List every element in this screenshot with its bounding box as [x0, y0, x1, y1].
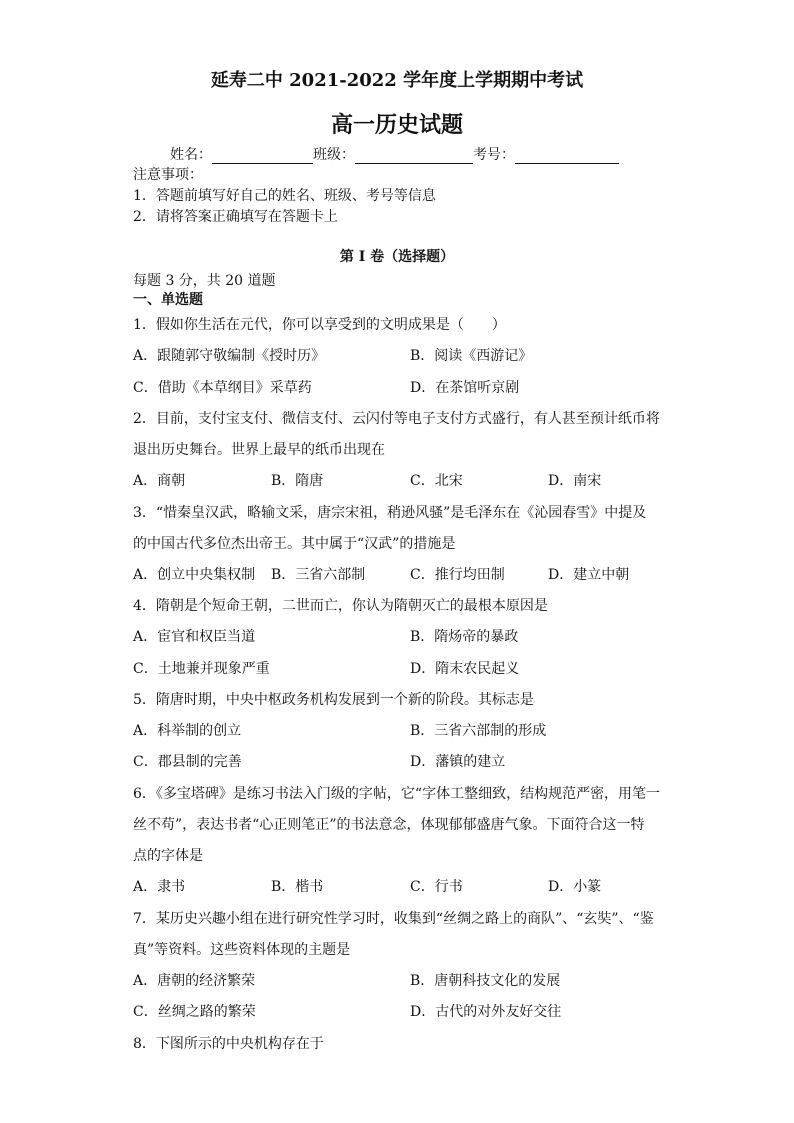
q7-option-a[interactable]: A．唐朝的经济繁荣 [133, 973, 256, 989]
q3-option-d[interactable]: D．建立中朝 [548, 567, 630, 583]
note-item: 2．请将答案正确填写在答题卡上 [133, 209, 338, 225]
name-label: 姓名： [170, 147, 212, 163]
number-label: 考号： [473, 147, 515, 163]
q6-option-b[interactable]: B．楷书 [271, 879, 324, 895]
q6-option-a[interactable]: A．隶书 [133, 879, 186, 895]
question-6-text: 点的字体是 [133, 848, 203, 864]
question-3-text: 的中国古代多位杰出帝王。其中属于“汉武”的措施是 [133, 536, 456, 552]
school-title: 延寿二中 2021-2022 学年度上学期期中考试 [210, 70, 584, 91]
note-item: 1．答题前填写好自己的姓名、班级、考号等信息 [133, 188, 436, 204]
q5-option-b[interactable]: B．三省六部制的形成 [410, 723, 547, 739]
question-4-text: 4．隋朝是个短命王朝，二世而亡，你认为隋朝灭亡的最根本原因是 [133, 598, 548, 614]
question-2-text: 2．目前，支付宝支付、微信支付、云闪付等电子支付方式盛行，有人甚至预计纸币将 [133, 411, 660, 427]
q3-option-b[interactable]: B．三省六部制 [271, 567, 366, 583]
q1-option-a[interactable]: A．跟随郭守敬编制《授时历》 [133, 348, 326, 364]
scoring-note: 每题 3 分，共 20 道题 [133, 273, 276, 289]
question-2-text: 退出历史舞台。世界上最早的纸币出现在 [133, 442, 385, 458]
q5-option-c[interactable]: C．郡县制的完善 [133, 754, 242, 770]
q1-option-c[interactable]: C．借助《本草纲目》采草药 [133, 380, 312, 396]
question-1-text: 1．假如你生活在元代，你可以享受到的文明成果是（ ） [133, 317, 506, 333]
student-info-row [170, 146, 619, 164]
q7-option-c[interactable]: C．丝绸之路的繁荣 [133, 1004, 256, 1020]
q5-option-a[interactable]: A．科举制的创立 [133, 723, 242, 739]
q2-option-d[interactable]: D．南宋 [548, 473, 602, 489]
section-title: 第 I 卷（选择题） [339, 249, 455, 265]
question-type-heading: 一、单选题 [133, 292, 203, 308]
q5-option-d[interactable]: D．藩镇的建立 [410, 754, 506, 770]
q1-option-b[interactable]: B．阅读《西游记》 [410, 348, 533, 364]
q4-option-c[interactable]: C．土地兼并现象严重 [133, 661, 270, 677]
question-6-text: 丝不苟”，表达书者“心正则笔正”的书法意念，体现郁郁盛唐气象。下面符合这一特 [133, 817, 645, 833]
q6-option-d[interactable]: D．小篆 [548, 879, 602, 895]
q3-option-a[interactable]: A．创立中央集权制 [133, 567, 256, 583]
question-5-text: 5．隋唐时期，中央中枢政务机构发展到一个新的阶段。其标志是 [133, 692, 534, 708]
class-blank[interactable] [355, 149, 473, 164]
question-8-text: 8．下图所示的中央机构存在于 [133, 1036, 324, 1052]
q1-option-d[interactable]: D．在茶馆听京剧 [410, 380, 520, 396]
notes-heading: 注意事项： [133, 167, 203, 183]
q4-option-d[interactable]: D．隋末农民起义 [410, 661, 520, 677]
class-label: 班级： [313, 147, 355, 163]
q7-option-b[interactable]: B．唐朝科技文化的发展 [410, 973, 561, 989]
q3-option-c[interactable]: C．推行均田制 [410, 567, 505, 583]
q7-option-d[interactable]: D．古代的对外友好交往 [410, 1004, 562, 1020]
question-7-text: 真”等资料。这些资料体现的主题是 [133, 942, 351, 958]
q6-option-c[interactable]: C．行书 [410, 879, 463, 895]
question-7-text: 7．某历史兴趣小组在进行研究性学习时，收集到“丝绸之路上的商队”、“玄奘”、“鉴 [133, 911, 654, 927]
q2-option-c[interactable]: C．北宋 [410, 473, 463, 489]
q2-option-a[interactable]: A．商朝 [133, 473, 186, 489]
number-blank[interactable] [515, 149, 619, 164]
question-6-text: 6．《多宝塔碑》是练习书法入门级的字帖，它“字体工整细致，结构规范严密，用笔一 [133, 786, 661, 802]
q4-option-a[interactable]: A．宦官和权臣当道 [133, 629, 256, 645]
exam-title: 高一历史试题 [330, 112, 463, 138]
q2-option-b[interactable]: B．隋唐 [271, 473, 324, 489]
q4-option-b[interactable]: B．隋炀帝的暴政 [410, 629, 519, 645]
question-3-text: 3．“惜秦皇汉武，略输文采，唐宗宋祖，稍逊风骚”是毛泽东在《沁园春雪》中提及 [133, 505, 647, 521]
name-blank[interactable] [212, 149, 313, 164]
